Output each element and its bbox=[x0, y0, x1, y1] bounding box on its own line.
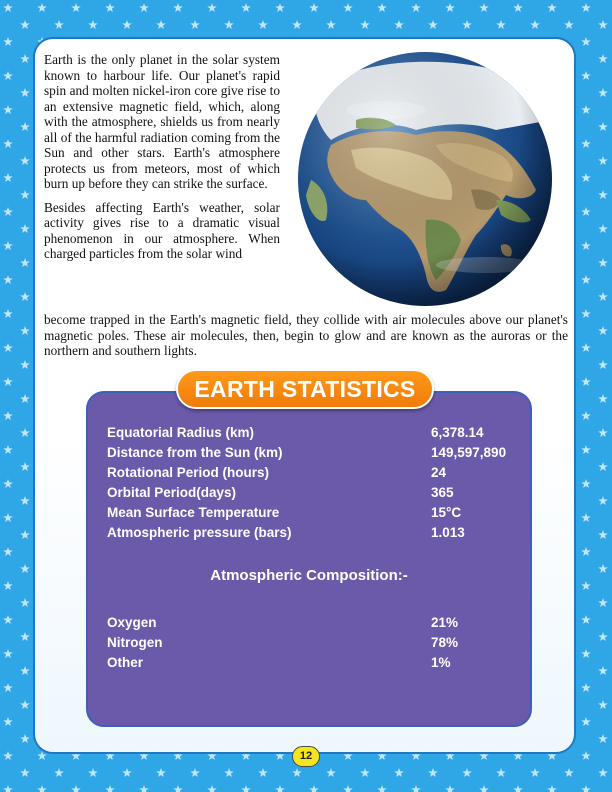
composition-value: 21% bbox=[431, 615, 459, 630]
composition-value: 1% bbox=[431, 655, 451, 670]
continued-text-block bbox=[44, 312, 568, 359]
stat-value: 1.013 bbox=[431, 525, 465, 540]
stat-label: Mean Surface Temperature bbox=[107, 505, 280, 520]
earth-globe-image bbox=[296, 50, 554, 308]
composition-row-other bbox=[107, 655, 527, 675]
stat-label: Rotational Period (hours) bbox=[107, 465, 269, 480]
stat-row-rotational-period bbox=[107, 465, 527, 485]
page-number-badge: 12 bbox=[292, 746, 320, 767]
stat-label: Equatorial Radius (km) bbox=[107, 425, 255, 440]
stat-value: 24 bbox=[431, 465, 447, 480]
stat-label: Atmospheric pressure (bars) bbox=[107, 525, 292, 540]
stat-row-equatorial-radius bbox=[107, 425, 527, 445]
intro-paragraph-1: Earth is the only planet in the solar system known to harbour life. Our planet's rapid spin and molten nickel-iron core give rise to an extensive magnetic field, which, along with the atmosphere, shields us from nearly all of the harmful radiation coming from the Sun and other stars. Earth's atmosphere protects us from meteors, most of which burn up before they can strike the surface. bbox=[44, 52, 280, 191]
intro-text-block bbox=[44, 52, 280, 270]
stat-row-mean-surface-temperature bbox=[107, 505, 527, 525]
stat-value: 15°C bbox=[431, 505, 462, 520]
stat-label: Distance from the Sun (km) bbox=[107, 445, 283, 460]
intro-paragraph-2-continued: become trapped in the Earth's magnetic field, they collide with air molecules above our planet's magnetic poles. These air molecules, then, begin to glow and are known as the auroras or the northern and southern lights. bbox=[44, 312, 568, 358]
composition-label: Other bbox=[107, 655, 144, 670]
stat-row-orbital-period bbox=[107, 485, 527, 505]
stat-value: 6,378.14 bbox=[431, 425, 484, 440]
composition-value: 78% bbox=[431, 635, 459, 650]
composition-label: Oxygen bbox=[107, 615, 157, 630]
composition-label: Nitrogen bbox=[107, 635, 163, 650]
stat-value: 365 bbox=[431, 485, 454, 500]
atmospheric-composition-heading: Atmospheric Composition:- bbox=[210, 567, 408, 584]
stat-value: 149,597,890 bbox=[431, 445, 507, 460]
stat-row-distance-from-sun bbox=[107, 445, 527, 465]
stat-row-atmospheric-pressure bbox=[107, 525, 527, 545]
composition-row-oxygen bbox=[107, 615, 527, 635]
stat-label: Orbital Period(days) bbox=[107, 485, 237, 500]
intro-paragraph-2: Besides affecting Earth's weather, solar activity gives rise to a dramatic visual phenomenon in our atmosphere. When charged particles from the solar wind bbox=[44, 199, 280, 261]
earth-statistics-title: EARTH STATISTICS bbox=[176, 369, 434, 409]
composition-row-nitrogen bbox=[107, 635, 527, 655]
